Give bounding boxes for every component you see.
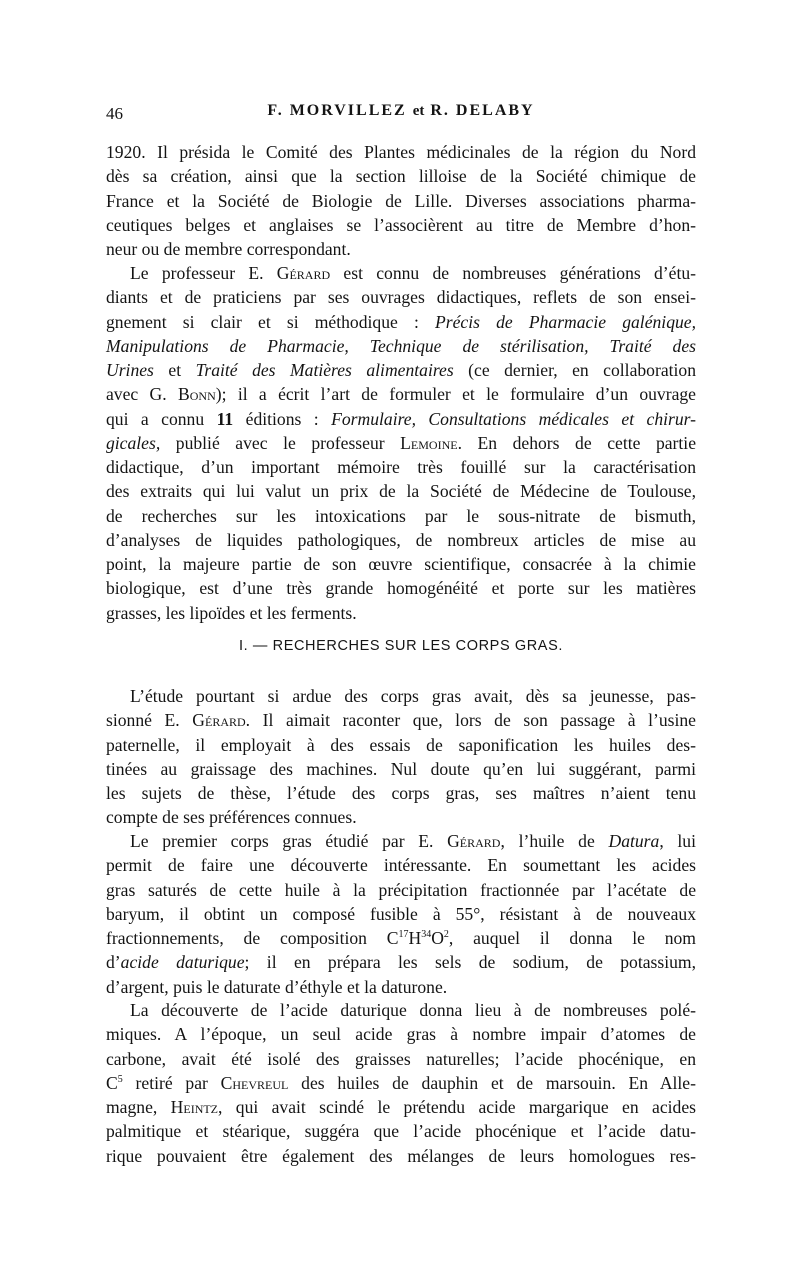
text-line: 1920. Il présida le Comité des Plantes médicinales de la région du Nord bbox=[106, 142, 696, 162]
text-span: , l’huile de bbox=[500, 831, 609, 851]
author-1: F. MORVILLEZ bbox=[267, 102, 407, 119]
author-name: Lemoine bbox=[400, 432, 458, 453]
text-line: de recherches sur les intoxications par le sous-nitrate de bismuth, bbox=[106, 505, 696, 526]
text-span: et bbox=[153, 360, 196, 380]
paragraph-1 bbox=[106, 140, 696, 261]
text-span: gnement si clair et si méthodique : bbox=[106, 311, 436, 332]
text-span: est connu de nombreuses générations d’étu- bbox=[330, 263, 696, 283]
text-line: palmitique et stéarique, suggéra que l’acide phocénique et l’acide datu- bbox=[106, 1121, 696, 1142]
text-span: sionné E. bbox=[106, 710, 193, 731]
text-line: des extraits qui lui valut un prix de la Société de Médecine de Toulouse, bbox=[106, 481, 696, 502]
author-name: Gérard bbox=[447, 831, 501, 851]
author-name: Chevreul bbox=[220, 1072, 289, 1093]
text-line bbox=[106, 261, 696, 285]
text-line: didactique, d’un important mémoire très fouillé sur la caractérisation bbox=[106, 457, 696, 477]
text-line: d’analyses de liquides pathologiques, de nombreux articles de mise au bbox=[106, 529, 696, 550]
text-span: Le professeur E. bbox=[130, 263, 277, 283]
text-span: O bbox=[431, 928, 444, 948]
text-span: , qui avait scindé le prétendu acide margarique en acides bbox=[218, 1097, 696, 1117]
formula-subscript: 2 bbox=[443, 929, 449, 941]
text-span: H bbox=[408, 928, 422, 948]
text-line bbox=[106, 407, 696, 431]
text-span: (ce dernier, en collaboration bbox=[453, 360, 697, 380]
text-line: compte de ses préférences connues. bbox=[106, 807, 357, 828]
formula-subscript: 5 bbox=[117, 1073, 123, 1085]
text-span: C bbox=[106, 1072, 118, 1093]
text-line: les sujets de thèse, l’étude des corps gras, ses maîtres n’aient tenu bbox=[106, 783, 696, 803]
text-span: des huiles de dauphin et de marsouin. En Alle- bbox=[288, 1072, 696, 1093]
running-head-authors bbox=[106, 102, 696, 120]
edition-count: 11 bbox=[216, 408, 234, 429]
book-title: gicales, bbox=[106, 432, 161, 453]
text-line bbox=[106, 334, 696, 358]
text-span: qui a connu bbox=[106, 408, 217, 429]
text-line: miques. A l’époque, un seul acide gras à nombre impair d’atomes de bbox=[106, 1024, 696, 1045]
text-line bbox=[106, 382, 696, 406]
text-line: carbone, avait été isolé des graisses naturelles; l’acide phocénique, en bbox=[106, 1048, 696, 1069]
book-title: Manipulations de Pharmacie, Technique de stérilisation, Traité des bbox=[106, 335, 696, 356]
text-span: . Il aimait raconter que, lors de son passage à l’usine bbox=[245, 710, 696, 731]
text-span: . En dehors de cette partie bbox=[457, 432, 697, 453]
text-line: L’étude pourtant si ardue des corps gras avait, dès sa jeunesse, pas- bbox=[130, 686, 696, 706]
section-heading: I. — RECHERCHES SUR LES CORPS GRAS. bbox=[239, 638, 563, 654]
text-line bbox=[106, 431, 696, 455]
text-span: retiré par bbox=[122, 1072, 221, 1093]
text-line: d’argent, puis le daturate d’éthyle et la daturone. bbox=[106, 976, 448, 997]
text-line: tinées au graissage des machines. Nul doute qu’en lui suggérant, parmi bbox=[106, 758, 696, 779]
page-number: 46 bbox=[106, 104, 123, 123]
text-span: magne, bbox=[106, 1097, 171, 1117]
author-2: R. DELABY bbox=[430, 102, 535, 119]
paragraph-3 bbox=[106, 684, 696, 830]
text-line: La découverte de l’acide daturique donna lieu à de nombreuses polé- bbox=[130, 1000, 696, 1020]
text-line: ceutiques belges et anglaises se l’associèrent au titre de Membre d’hon- bbox=[106, 214, 696, 235]
text-line: grasses, les lipoïdes et les ferments. bbox=[106, 602, 357, 623]
text-span: , auquel il donna le nom bbox=[448, 928, 696, 948]
text-line bbox=[106, 926, 696, 950]
compound-name: acide daturique bbox=[120, 952, 245, 973]
text-span: , lui bbox=[659, 831, 696, 851]
text-span: Le premier corps gras étudié par E. bbox=[130, 831, 448, 851]
text-line bbox=[106, 310, 696, 334]
book-title: Précis de Pharmacie galénique, bbox=[435, 311, 696, 332]
paragraph-4 bbox=[106, 829, 696, 999]
text-line: biologique, est d’une très grande homogénéité et porte sur les matières bbox=[106, 578, 696, 599]
text-line: neur ou de membre correspondant. bbox=[106, 239, 351, 259]
text-span: fractionnements, de composition C bbox=[106, 928, 399, 948]
text-line bbox=[106, 1095, 696, 1119]
text-span: avec G. bbox=[106, 384, 178, 405]
text-line bbox=[106, 1071, 696, 1095]
formula-subscript: 34 bbox=[421, 929, 432, 941]
book-title: Traité des Matières alimentaires bbox=[195, 360, 454, 380]
text-line: paternelle, il employait à des essais de saponification les huiles des- bbox=[106, 734, 696, 755]
text-line: dès sa création, ainsi que la section lilloise de la Société chimique de bbox=[106, 166, 696, 187]
text-span: d’ bbox=[106, 952, 121, 973]
text-line bbox=[106, 708, 696, 732]
text-span: ); il a écrit l’art de formuler et le formulaire d’un ouvrage bbox=[215, 384, 696, 405]
author-name: Gérard bbox=[192, 710, 246, 731]
text-span: publié avec le professeur bbox=[160, 432, 401, 453]
author-name: Bonn bbox=[178, 384, 216, 405]
author-name: Gérard bbox=[276, 263, 331, 283]
text-span: ; il en prépara les sels de sodium, de potassium, bbox=[244, 952, 696, 973]
text-line: diants et de praticiens par ses ouvrages didactiques, reflets de son ensei- bbox=[106, 287, 696, 308]
text-span: éditions : bbox=[233, 408, 332, 429]
text-line: point, la majeure partie de son œuvre scientifique, consacrée à la chimie bbox=[106, 554, 696, 574]
paragraph-2 bbox=[106, 261, 696, 625]
text-line: France et la Société de Biologie de Lille. Diverses associations pharma- bbox=[106, 190, 696, 211]
author-conjunction: et bbox=[412, 103, 425, 119]
text-line: baryum, il obtint un composé fusible à 55°, résistant à de nouveaux bbox=[106, 903, 696, 924]
paragraph-5 bbox=[106, 998, 696, 1168]
running-head bbox=[106, 102, 696, 130]
book-title: Urines bbox=[106, 360, 154, 380]
text-line: gras saturés de cette huile à la précipitation fractionnée par l’acétate de bbox=[106, 879, 696, 900]
text-line: rique pouvaient être également des mélanges de leurs homologues res- bbox=[106, 1145, 696, 1166]
formula-subscript: 17 bbox=[398, 929, 409, 941]
text-line: permit de faire une découverte intéressante. En soumettant les acides bbox=[106, 855, 696, 876]
species-name: Datura bbox=[608, 831, 660, 851]
text-line bbox=[106, 950, 696, 974]
author-name: Heintz bbox=[170, 1097, 219, 1117]
text-line bbox=[106, 829, 696, 853]
book-title: Formulaire, Consultations médicales et chirur- bbox=[331, 408, 697, 429]
text-line bbox=[106, 358, 696, 382]
